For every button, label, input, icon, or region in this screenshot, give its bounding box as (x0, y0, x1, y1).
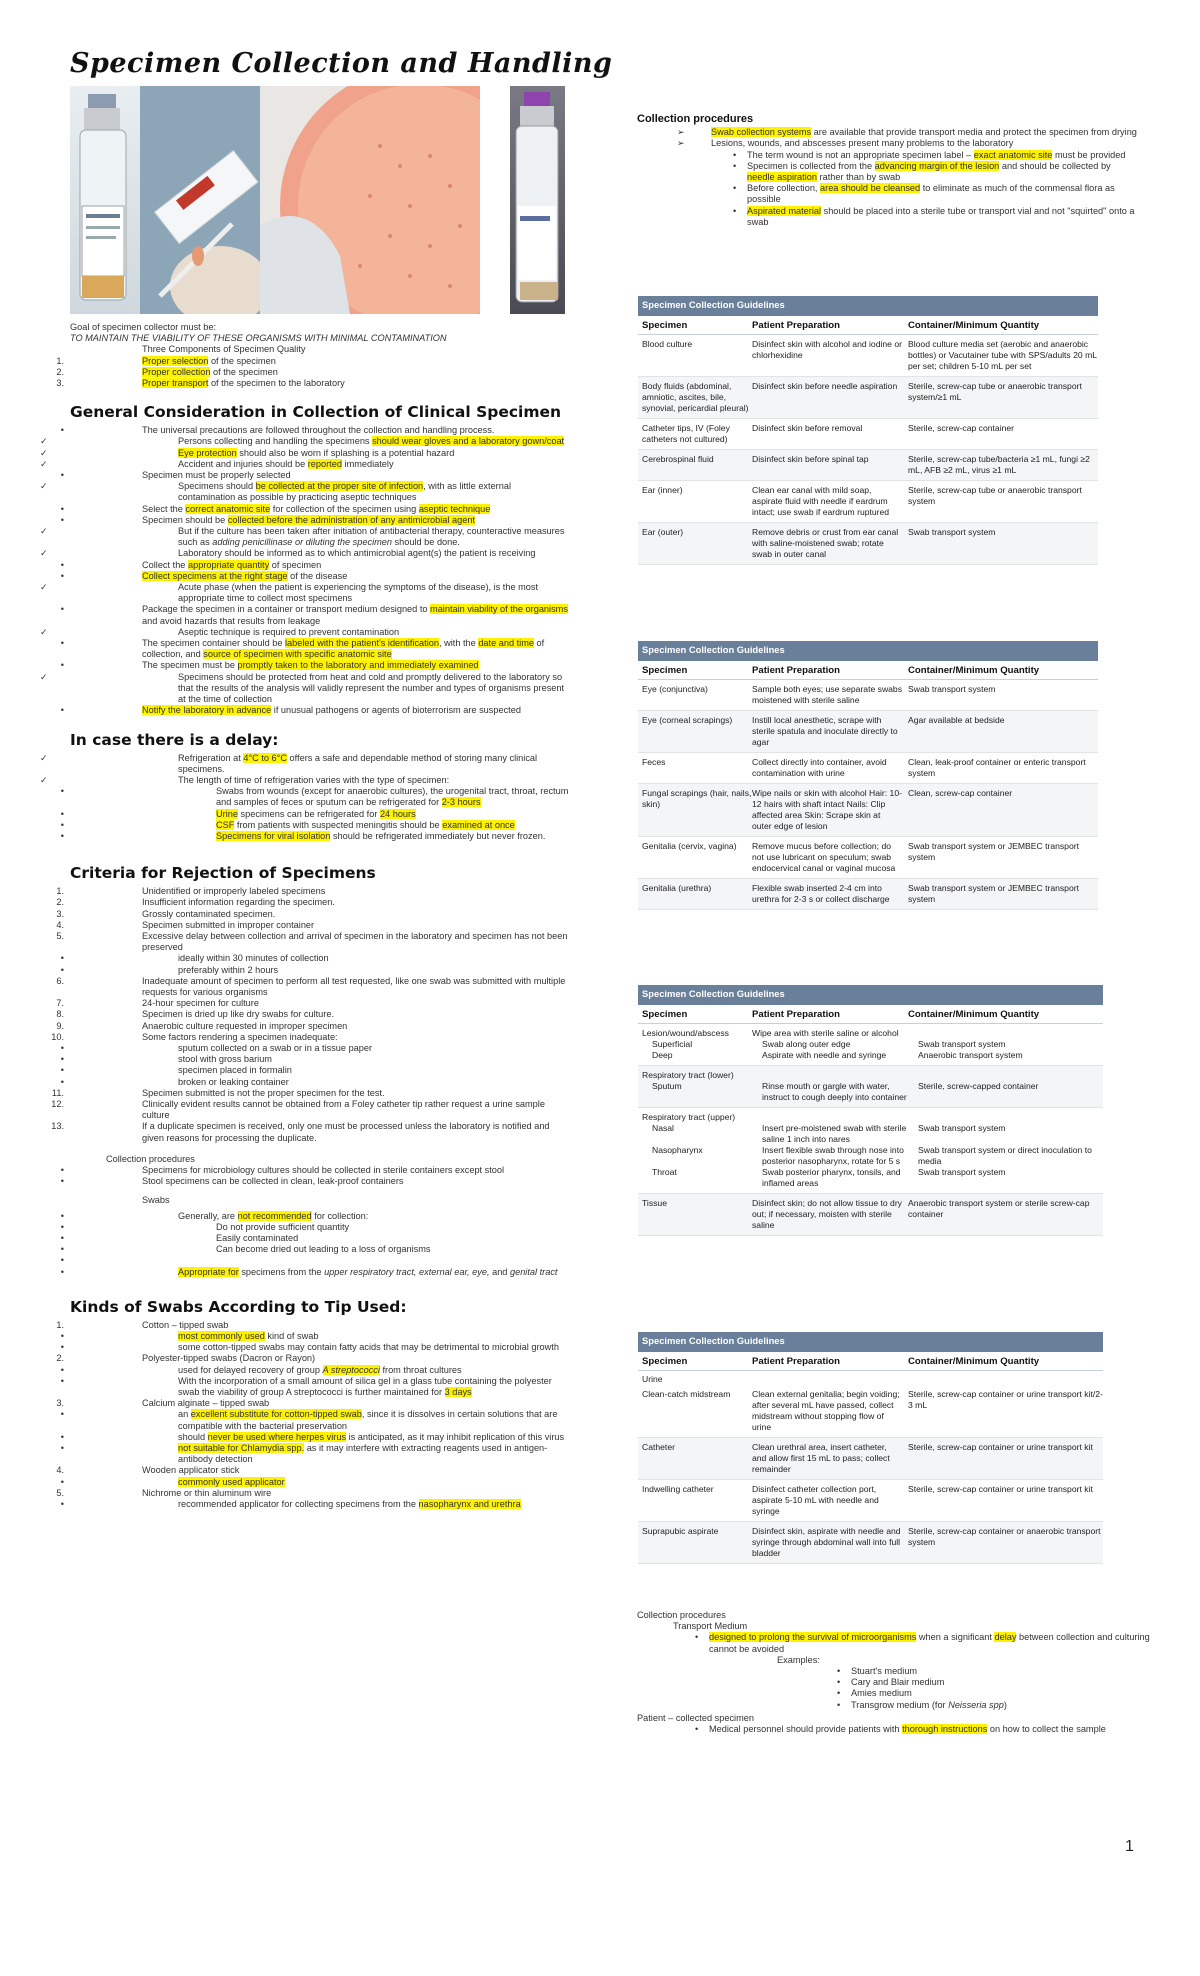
preparation-cell: Instill local anesthetic, scrape with sterile spatula and inoculate directly to agar (752, 715, 898, 747)
list-item: • an excellent substitute for cotton-tipped swab, since it is dissolves in certain solutions that are compatible with the bacterial preservation (60, 1409, 558, 1431)
list-item: 2. Polyester-tipped swabs (Dacron or Rayon) (56, 1353, 316, 1364)
guidelines-table-2 (638, 641, 1098, 910)
list-item: • Notify the laboratory in advance if unusual pathogens or agents of bioterrorism are suspected (60, 705, 521, 716)
goal-caps: TO MAINTAIN THE VIABILITY OF THESE ORGANISMS WITH MINIMAL CONTAMINATION (70, 333, 447, 344)
specimen-cell: Eye (corneal scrapings) (642, 715, 733, 725)
agar-plate-image (260, 86, 480, 314)
list-item: 6. Inadequate amount of specimen to perform all test requested, like one swab was submitted with multiple requests for various organisms (56, 975, 566, 997)
list-item: • The universal precautions are followed throughout the collection and handling process. (60, 425, 495, 436)
preparation-cell: Flexible swab inserted 2-4 cm into urethra for 2-3 s or collect discharge (752, 883, 890, 904)
container-cell: Swab transport system (918, 1039, 1006, 1049)
right-column (637, 114, 1137, 228)
list-item: • CSF from patients with suspected meningitis should be examined at once (60, 819, 515, 830)
list-item: • Amies medium (837, 1688, 912, 1699)
three-components-label: Three Components of Specimen Quality (142, 344, 306, 355)
table-row (638, 711, 1098, 753)
list-item: • Aspirated material should be placed into a sterile tube or transport vial and not "squirted" onto a swab (733, 205, 1135, 227)
container-cell: Clean, screw-cap container (908, 788, 1013, 798)
list-item: • Select the correct anatomic site for collection of the specimen using aseptic technique (60, 503, 491, 514)
component-item: 1. Proper selection of the specimen (56, 355, 276, 366)
component-item: 3. Proper transport of the specimen to the laboratory (56, 378, 345, 389)
container-cell: Sterile, screw-cap tube/bacteria ≥1 mL, fungi ≥2 mL, AFB ≥2 mL, virus ≥1 mL (908, 454, 1090, 475)
table-row (638, 523, 1098, 565)
table-header: Specimen Patient Preparation Container/Minimum Quantity (638, 1352, 1103, 1371)
specimen-cell: Indwelling catheter (642, 1484, 714, 1494)
specimen-cell: Lesion/wound/abscess (642, 1028, 729, 1038)
list-item: • Do not provide sufficient quantity (60, 1221, 350, 1232)
table-row-group (638, 1066, 1103, 1108)
specimen-cell: Clean-catch midstream (642, 1389, 731, 1399)
list-item: 7. 24-hour specimen for culture (56, 998, 259, 1009)
specimen-cell: Genitalia (urethra) (642, 883, 712, 893)
list-item: • Specimen should be collected before the administration of any antimicrobial agent (60, 514, 475, 525)
list-item: • should never be used where herpes virus is anticipated, as it may inhibit replication of this virus (60, 1431, 565, 1442)
photo-gap (480, 86, 510, 314)
list-item: • (60, 1255, 64, 1266)
table-row-group (638, 1108, 1103, 1194)
list-item: • designed to prolong the survival of microorganisms when a significant delay between collection and culturing cannot be avoided (695, 1632, 1150, 1654)
specimen-cell: Blood culture (642, 339, 693, 349)
table-row (638, 837, 1098, 879)
table-row (638, 1480, 1103, 1522)
guidelines-table-4 (638, 1332, 1103, 1564)
list-item: • Urine specimens can be refrigerated for 24 hours (60, 808, 416, 819)
list-item: • sputum collected on a swab or in a tissue paper (60, 1042, 373, 1053)
preparation-cell: Disinfect skin; do not allow tissue to dry out; if necessary, moisten with sterile saline (752, 1198, 902, 1230)
specimen-cell: Cerebrospinal fluid (642, 454, 714, 464)
list-item: • some cotton-tipped swabs may contain fatty acids that may be detrimental to microbial growth (60, 1342, 559, 1353)
table-header: Specimen Patient Preparation Container/Minimum Quantity (638, 316, 1098, 335)
specimen-cell: Ear (outer) (642, 527, 684, 537)
list-item: • used for delayed recovery of group A streptococci from throat cultures (60, 1364, 462, 1375)
container-cell: Swab transport system or JEMBEC transport system (908, 841, 1079, 862)
list-item: • Medical personnel should provide patients with thorough instructions on how to collect the sample (695, 1724, 1106, 1735)
table-header: Specimen Patient Preparation Container/Minimum Quantity (638, 661, 1098, 680)
transport-section (637, 1610, 1157, 1735)
list-item: ➢ Swab collection systems are available that provide transport media and protect the specimen from drying (677, 127, 1137, 138)
rejection-heading: Criteria for Rejection of Specimens (70, 864, 376, 883)
list-item: ✓ The length of time of refrigeration varies with the type of specimen: (40, 774, 450, 785)
list-item: • Stool specimens can be collected in clean, leak-proof containers (60, 1176, 404, 1187)
specimen-cell: Suprapubic aspirate (642, 1526, 719, 1536)
list-item: • Cary and Blair medium (837, 1677, 945, 1688)
preparation-cell: Clean urethral area, insert catheter, and allow first 15 mL to pass; collect remainder (752, 1442, 890, 1474)
table-row-group (638, 1024, 1103, 1066)
preparation-cell: Wipe area with sterile saline or alcohol (752, 1028, 899, 1038)
container-cell: Swab transport system or JEMBEC transport system (908, 883, 1079, 904)
specimen-cell: Nasal (652, 1123, 674, 1133)
component-item: 2. Proper collection of the specimen (56, 366, 278, 377)
list-item: • The term wound is not an appropriate specimen label – exact anatomic site must be provided (733, 149, 1126, 160)
list-item: ✓ Laboratory should be informed as to which antimicrobial agent(s) the patient is receiving (40, 548, 536, 559)
list-item: 2. Insufficient information regarding the specimen. (56, 897, 335, 908)
list-item: • broken or leaking container (60, 1076, 289, 1087)
specimen-cell: Feces (642, 757, 666, 767)
container-cell: Anaerobic transport system (918, 1050, 1023, 1060)
preparation-cell: Insert flexible swab through nose into posterior nasopharynx, rotate for 5 s (762, 1145, 904, 1166)
list-item: • Collect specimens at the right stage of the disease (60, 570, 348, 581)
table-row (642, 1039, 1099, 1050)
preparation-cell: Disinfect skin before spinal tap (752, 454, 869, 464)
preparation-cell: Wipe nails or skin with alcohol Hair: 10-12 hairs with shaft intact Nails: Clip affected area Skin: Scrape skin at outer edge of lesion (752, 788, 902, 831)
group-label: Respiratory tract (lower) (642, 1070, 734, 1080)
page-number: 1 (1125, 1838, 1134, 1855)
list-item: • ideally within 30 minutes of collection (60, 953, 329, 964)
preparation-cell: Clean ear canal with mild soap, aspirate fluid with needle if eardrum intact; use swab if eardrum ruptured (752, 485, 890, 517)
list-item: • Before collection, area should be cleansed to eliminate as much of the commensal flora as possible (733, 183, 1115, 205)
list-item: 13. If a duplicate specimen is received, only one must be processed unless the laboratory is notified and given reasons for processing the duplicate. (51, 1121, 550, 1143)
preparation-cell: Disinfect skin with alcohol and iodine or chlorhexidine (752, 339, 902, 360)
list-item: ✓ Persons collecting and handling the specimens should wear gloves and a laboratory gown/coat (40, 436, 565, 447)
list-item: • specimen placed in formalin (60, 1065, 292, 1076)
list-item: 1. Cotton – tipped swab (56, 1319, 229, 1330)
table-row (638, 1522, 1103, 1564)
preparation-cell: Disinfect catheter collection port, aspirate 5-10 mL with needle and syringe (752, 1484, 879, 1516)
list-item: • Specimen must be properly selected (60, 470, 291, 481)
specimen-cell: Body fluids (abdominal, amniotic, ascites, bile, synovial, pericardial pleural) (642, 381, 749, 413)
specimen-cell: Throat (652, 1167, 677, 1177)
list-item: 12. Clinically evident results cannot be obtained from a Foley catheter tip rather request a urine sample culture (51, 1098, 545, 1121)
guidelines-table-3 (638, 985, 1103, 1236)
list-item: 9. Anaerobic culture requested in improper specimen (56, 1020, 348, 1031)
list-item: • Specimens for viral isolation should be refrigerated immediately but never frozen. (60, 830, 546, 841)
list-item: • recommended applicator for collecting specimens from the nasopharynx and urethra (60, 1499, 521, 1510)
list-item: • Easily contaminated (60, 1233, 299, 1244)
list-item: ✓ Acute phase (when the patient is experiencing the symptoms of the disease), is the most appropriate time to collect most specimens (40, 582, 539, 604)
preparation-cell: Disinfect skin before removal (752, 423, 863, 433)
list-item: 1. Unidentified or improperly labeled specimens (56, 886, 326, 897)
guidelines-table-1 (638, 296, 1098, 565)
list-item: 5. Excessive delay between collection and arrival of specimen in the laboratory and specimen has not been preserved (56, 930, 568, 953)
list-item: ✓ Specimens should be collected at the proper site of infection, with as little external contamination as possible by practicing aseptic techniques (40, 481, 512, 503)
specimen-cell: Superficial (652, 1039, 693, 1049)
kinds-heading: Kinds of Swabs According to Tip Used: (70, 1297, 407, 1316)
list-item: • commonly used applicator (60, 1476, 285, 1487)
table-row (638, 680, 1098, 711)
collection-procedures-label: Collection procedures (637, 1610, 726, 1620)
container-cell: Agar available at bedside (908, 715, 1005, 725)
container-cell: Swab transport system (908, 684, 996, 694)
table-row-group (638, 1194, 1103, 1236)
general-heading: General Consideration in Collection of Clinical Specimen (70, 403, 562, 422)
table-header: Specimen Patient Preparation Container/Minimum Quantity (638, 1005, 1103, 1024)
list-item: • not suitable for Chlamydia spp. as it may interfere with extracting reagents used in antigen-antibody detection (60, 1443, 548, 1465)
table-row (638, 1385, 1103, 1438)
list-item: 8. Specimen is dried up like dry swabs for culture. (56, 1009, 334, 1020)
container-cell: Swab transport system (918, 1167, 1006, 1177)
table-row (638, 753, 1098, 784)
table-row (642, 1050, 1099, 1061)
list-item: 11. Specimen submitted is not the proper specimen for the test. (51, 1087, 385, 1098)
blood-culture-bottle-2-image (510, 86, 565, 314)
container-cell: Sterile, screw-cap tube or anaerobic transport system/≥1 mL (908, 381, 1082, 402)
table-row (642, 1167, 1099, 1189)
table-group-label: Urine (642, 1374, 663, 1384)
list-item: 5. Nichrome or thin aluminum wire (56, 1487, 272, 1498)
swab-tube-image (140, 86, 260, 314)
container-cell: Sterile, screw-capped container (918, 1081, 1039, 1091)
specimen-cell: Fungal scrapings (hair, nails, skin) (642, 788, 752, 809)
table-row (642, 1081, 1099, 1103)
list-item: • most commonly used kind of swab (60, 1331, 319, 1342)
table-row (638, 784, 1098, 837)
container-cell (908, 1028, 1104, 1039)
specimen-cell: Catheter (642, 1442, 675, 1452)
list-item: ✓ Accident and injuries should be reported immediately (40, 458, 394, 469)
table-row (642, 1028, 1099, 1039)
container-cell: Clean, leak-proof container or enteric transport system (908, 757, 1086, 778)
delay-heading: In case there is a delay: (70, 730, 279, 749)
table-row (638, 450, 1098, 481)
specimen-photo-collage (70, 86, 565, 314)
preparation-cell: Disinfect skin before needle aspiration (752, 381, 898, 391)
page-title: Specimen Collection and Handling (70, 48, 613, 79)
examples-label: Examples: (777, 1654, 820, 1665)
table-row (642, 1198, 1099, 1231)
specimen-cell: Eye (conjunctiva) (642, 684, 708, 694)
container-cell: Swab transport system (918, 1123, 1006, 1133)
specimen-cell: Deep (652, 1050, 673, 1060)
patient-collected-label: Patient – collected specimen (637, 1712, 754, 1723)
list-item: • The specimen container should be labeled with the patient's identification, with the date and time of collection, and source of specimen with specific anatomic site (60, 638, 545, 660)
list-item: • Swabs from wounds (except for anaerobic cultures), the urogenital tract, throat, rectum and samples of feces or sputum can be refrigerated for 2-3 hours (60, 786, 569, 808)
list-item: • preferably within 2 hours (60, 964, 279, 975)
list-item: • The specimen must be promptly taken to the laboratory and immediately examined (60, 660, 479, 671)
blood-culture-bottle-image (70, 86, 140, 314)
list-item: ✓ Specimens should be protected from heat and cold and promptly delivered to the laboratory so that the results of the analysis will validly represent the number and types of organisms present at the time of collection (40, 671, 565, 705)
table-caption: Specimen Collection Guidelines (638, 641, 1098, 661)
preparation-cell: Sample both eyes; use separate swabs moistened with sterile saline (752, 684, 903, 705)
container-cell: Anaerobic transport system or sterile screw-cap container (908, 1198, 1090, 1219)
table-caption: Specimen Collection Guidelines (638, 1332, 1103, 1352)
group-label: Respiratory tract (upper) (642, 1112, 736, 1122)
preparation-cell: Collect directly into container, avoid contamination with urine (752, 757, 887, 778)
container-cell: Sterile, screw-cap tube or anaerobic transport system (908, 485, 1082, 506)
table-row (642, 1145, 1099, 1167)
table-caption: Specimen Collection Guidelines (638, 296, 1098, 316)
list-item: ➢ Lesions, wounds, and abscesses present many problems to the laboratory (677, 138, 1014, 149)
list-item: 3. Calcium alginate – tipped swab (56, 1398, 270, 1409)
goal-text: Goal of specimen collector must be: (70, 322, 217, 332)
table-row (638, 481, 1098, 523)
table-caption: Specimen Collection Guidelines (638, 985, 1103, 1005)
table-row (638, 377, 1098, 419)
container-cell: Sterile, screw-cap container or urine transport kit/2-3 mL (908, 1389, 1103, 1410)
list-item: • stool with gross barium (60, 1054, 272, 1065)
specimen-cell: Tissue (642, 1198, 667, 1208)
swabs-label: Swabs (142, 1195, 170, 1206)
preparation-cell: Rinse mouth or gargle with water, instruct to cough deeply into container (762, 1081, 907, 1102)
list-item: ✓ But if the culture has been taken after initiation of antibacterial therapy, counteractive measures such as adding penicillinase or diluting the specimen should be done. (40, 526, 565, 548)
list-item: ✓ Eye protection should also be worn if splashing is a potential hazard (40, 447, 455, 458)
table-row (638, 1438, 1103, 1480)
list-item: ✓ Refrigeration at 4°C to 6°C offers a safe and dependable method of storing many clinical specimens. (40, 752, 538, 774)
container-cell: Blood culture media set (aerobic and anaerobic bottles) or Vacutainer tube with SPS/adults 20 mL per set; children 5-10 mL per set (908, 339, 1097, 371)
preparation-cell: Remove mucus before collection; do not use lubricant on speculum; swab endocervical canal or vaginal mucosa (752, 841, 896, 873)
table-row (638, 419, 1098, 450)
list-item: 4. Specimen submitted in improper container (56, 919, 315, 930)
list-item: • Collect the appropriate quantity of specimen (60, 559, 322, 570)
specimen-cell: Sputum (652, 1081, 682, 1091)
preparation-cell: Swab along outer edge (762, 1039, 851, 1049)
table-row (642, 1123, 1099, 1145)
list-item: • Stuart's medium (837, 1666, 918, 1677)
container-cell: Swab transport system (908, 527, 996, 537)
container-cell: Sterile, screw-cap container (908, 423, 1015, 433)
transport-medium-label: Transport Medium (673, 1621, 748, 1632)
container-cell: Sterile, screw-cap container or urine transport kit (908, 1484, 1093, 1494)
list-item: • Appropriate for specimens from the upper respiratory tract, external ear, eye, and genital tract (60, 1266, 558, 1277)
container-cell: Sterile, screw-cap container or anaerobic transport system (908, 1526, 1101, 1547)
list-item: 3. Grossly contaminated specimen. (56, 908, 276, 919)
collection-procedures-label: Collection procedures (106, 1153, 195, 1164)
specimen-cell: Catheter tips, IV (Foley catheters not cultured) (642, 423, 730, 444)
preparation-cell: Clean external genitalia; begin voiding; after several mL have passed, collect midstream without stopping flow of urine (752, 1389, 900, 1432)
preparation-cell: Insert pre-moistened swab with sterile saline 1 inch into nares (762, 1123, 907, 1144)
preparation-cell: Aspirate with needle and syringe (762, 1050, 887, 1060)
table-row (638, 335, 1098, 377)
preparation-cell: Remove debris or crust from ear canal with saline-moistened swab; rotate swab in outer canal (752, 527, 899, 559)
specimen-cell: Nasopharynx (652, 1145, 703, 1155)
list-item: • Package the specimen in a container or transport medium designed to maintain viability of the organisms and avoid hazards that results from leakage (60, 604, 568, 626)
collection-procedures-title: Collection procedures (637, 113, 754, 125)
specimen-cell: Genitalia (cervix, vagina) (642, 841, 737, 851)
list-item: • Can become dried out leading to a loss of organisms (60, 1244, 431, 1255)
list-item: • Specimens for microbiology cultures should be collected in sterile containers except stool (60, 1165, 505, 1175)
table-row (638, 879, 1098, 910)
left-column (40, 322, 570, 1510)
list-item: 10. Some factors rendering a specimen inadequate: (51, 1031, 338, 1042)
specimen-cell: Ear (inner) (642, 485, 683, 495)
list-item: • Specimen is collected from the advancing margin of the lesion and should be collected by needle aspiration rather than by swab (733, 160, 1111, 183)
preparation-cell: Swab posterior pharynx, tonsils, and inflamed areas (762, 1167, 901, 1188)
container-cell: Sterile, screw-cap container or urine transport kit (908, 1442, 1093, 1452)
preparation-cell: Disinfect skin, aspirate with needle and syringe through abdominal wall into full bladder (752, 1526, 901, 1558)
container-cell: Swab transport system or direct inoculation to media (918, 1145, 1092, 1166)
list-item: • Transgrow medium (for Neisseria spp) (837, 1699, 1007, 1710)
list-item: ✓ Aseptic technique is required to prevent contamination (40, 626, 400, 637)
list-item: 4. Wooden applicator stick (56, 1465, 240, 1476)
list-item: • Generally, are not recommended for collection: (60, 1210, 369, 1221)
list-item: • With the incorporation of a small amount of silica gel in a glass tube containing the polyester swab the viability of group A streptococci is further maintained for 3 days (60, 1375, 552, 1398)
